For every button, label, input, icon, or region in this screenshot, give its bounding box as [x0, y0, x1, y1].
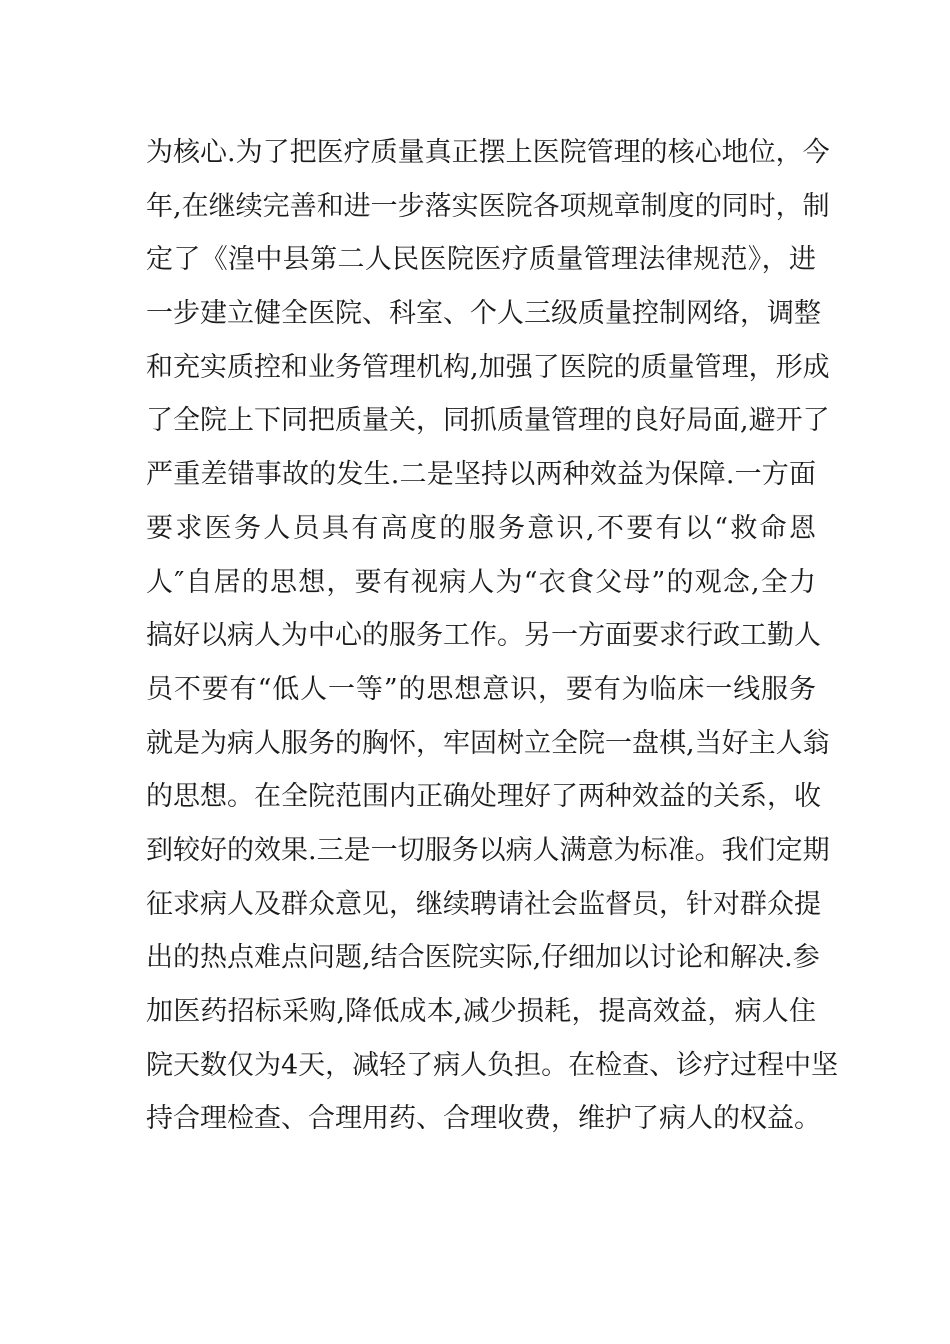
text-line: 了全院上下同把质量关，同抓质量管理的良好局面,避开了 [146, 405, 830, 437]
text-line: 为核心.为了把医疗质量真正摆上医院管理的核心地位，今 [146, 137, 830, 168]
text-line: 加医药招标采购,降低成本,减少损耗，提高效益，病人住 [146, 996, 816, 1027]
text-line: 一步建立健全医院、科室、个人三级质量控制网络，调整 [146, 298, 821, 330]
text-line: 和充实质控和业务管理机构,加强了医院的质量管理，形成 [146, 351, 830, 383]
text-line: 员不要有“低人一等”的思想意识，要有为临床一线服务 [146, 673, 816, 705]
text-line: 的思想。在全院范围内正确处理好了两种效益的关系，收 [146, 781, 821, 813]
text-line: 出的热点难点问题,结合医院实际,仔细加以讨论和解决.参 [146, 942, 820, 974]
text-line: 年,在继续完善和进一步落实医院各项规章制度的同时，制 [146, 190, 830, 222]
text-line: 持合理检查、合理用药、合理收费，维护了病人的权益。 [146, 1103, 821, 1135]
text-line: 征求病人及群众意见，继续聘请社会监督员，针对群众提 [146, 888, 821, 920]
body-text [146, 126, 839, 1146]
text-line: 院天数仅为4天，减轻了病人负担。在检查、诊疗过程中坚 [146, 1049, 839, 1081]
text-line: 要求医务人员具有高度的服务意识,不要有以“救命恩 [146, 512, 816, 544]
text-line: 严重差错事故的发生.二是坚持以两种效益为保障.一方面 [146, 459, 816, 491]
text-line: 定了《湟中县第二人民医院医疗质量管理法律规范》，进 [146, 244, 816, 276]
text-line: 就是为病人服务的胸怀，牢固树立全院一盘棋,当好主人翁 [146, 727, 830, 759]
text-line: 到较好的效果.三是一切服务以病人满意为标准。我们定期 [146, 834, 830, 866]
text-line: 搞好以病人为中心的服务工作。另一方面要求行政工勤人 [146, 620, 821, 652]
text-line: 人″自居的思想，要有视病人为“衣食父母”的观念,全力 [146, 566, 816, 598]
